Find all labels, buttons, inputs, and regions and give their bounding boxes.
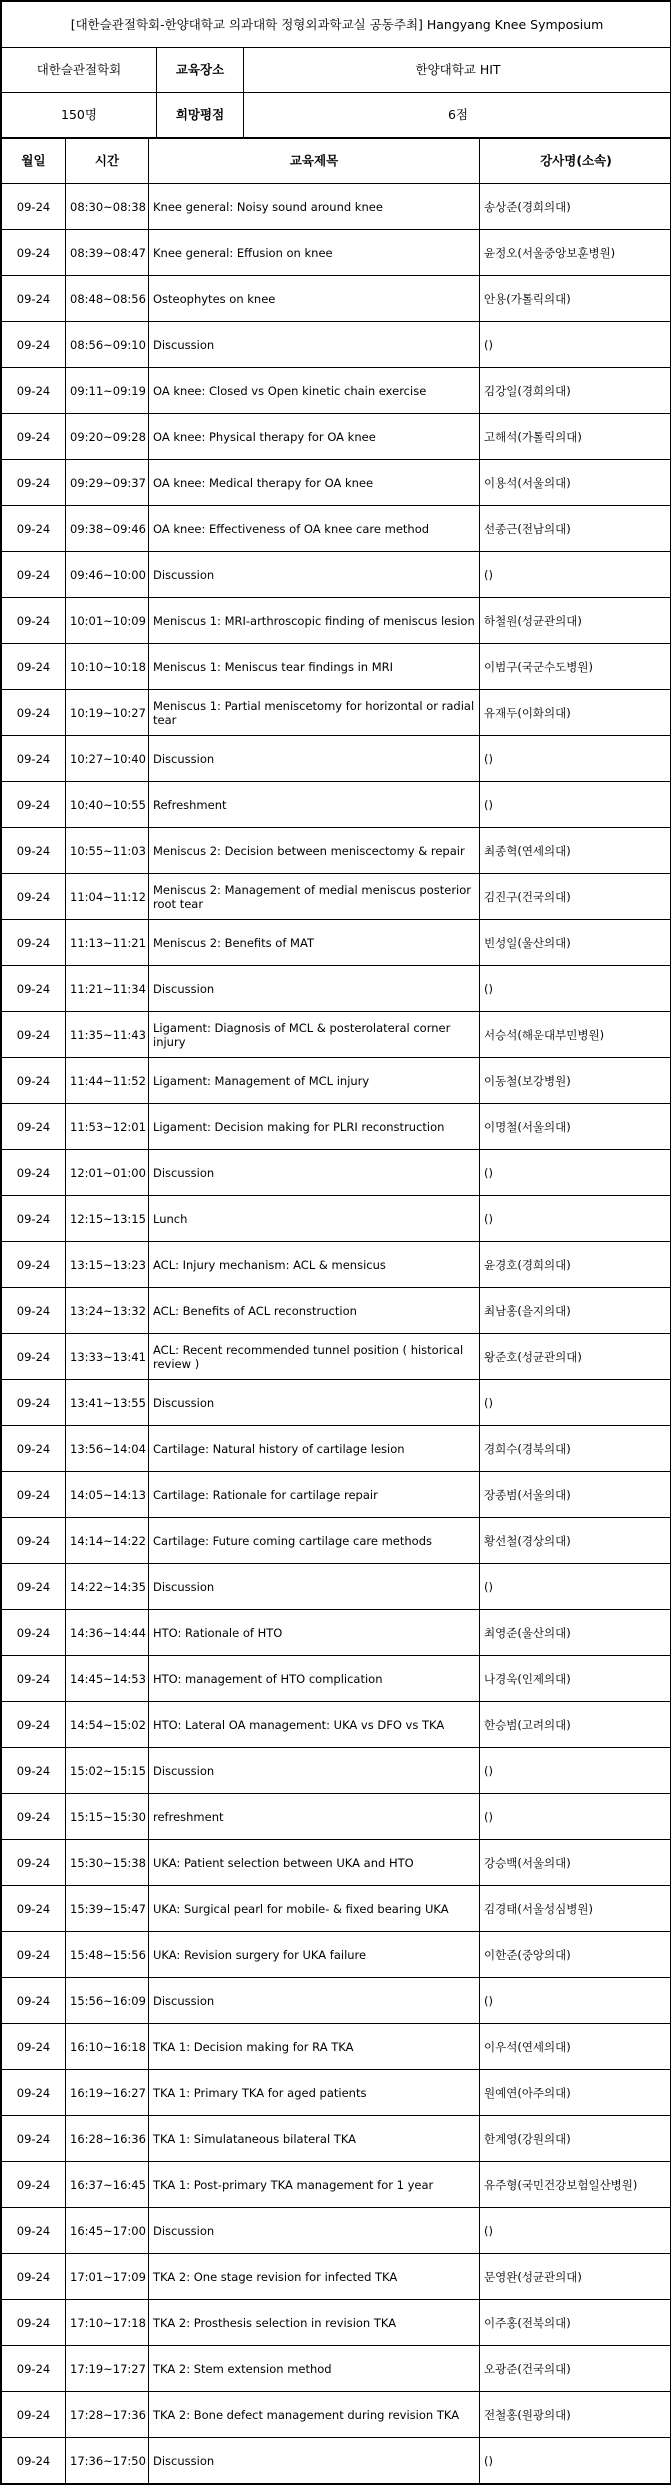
schedule-body (2, 184, 671, 2484)
points-value: 6점 (244, 93, 671, 138)
session-title: Discussion (149, 1978, 480, 2024)
session-date: 09-24 (2, 598, 66, 644)
session-title: HTO: Rationale of HTO (149, 1610, 480, 1656)
table-row (2, 2392, 671, 2438)
header-time: 시간 (66, 139, 149, 184)
session-speaker: 이한준(중앙의대) (480, 1932, 671, 1978)
session-time: 09:20~09:28 (66, 414, 149, 460)
session-title: OA knee: Physical therapy for OA knee (149, 414, 480, 460)
session-speaker: () (480, 1748, 671, 1794)
points-label: 희망평점 (157, 93, 244, 138)
session-time: 14:54~15:02 (66, 1702, 149, 1748)
header-speaker: 강사명(소속) (480, 139, 671, 184)
session-time: 08:39~08:47 (66, 230, 149, 276)
session-time: 09:11~09:19 (66, 368, 149, 414)
session-speaker: () (480, 736, 671, 782)
session-time: 14:36~14:44 (66, 1610, 149, 1656)
table-row (2, 1886, 671, 1932)
session-speaker: 장종범(서울의대) (480, 1472, 671, 1518)
session-date: 09-24 (2, 1196, 66, 1242)
session-title: Discussion (149, 1564, 480, 1610)
table-row (2, 1288, 671, 1334)
session-speaker: 경희수(경북의대) (480, 1426, 671, 1472)
title-row (2, 2, 671, 48)
session-speaker: 이용석(서울의대) (480, 460, 671, 506)
session-speaker: 김강일(경희의대) (480, 368, 671, 414)
session-title: Osteophytes on knee (149, 276, 480, 322)
session-date: 09-24 (2, 1058, 66, 1104)
session-time: 16:45~17:00 (66, 2208, 149, 2254)
session-time: 11:21~11:34 (66, 966, 149, 1012)
session-time: 11:53~12:01 (66, 1104, 149, 1150)
session-date: 09-24 (2, 1380, 66, 1426)
session-date: 09-24 (2, 920, 66, 966)
session-speaker: 빈성일(울산의대) (480, 920, 671, 966)
session-title: Discussion (149, 2208, 480, 2254)
session-date: 09-24 (2, 322, 66, 368)
table-row (2, 552, 671, 598)
session-time: 16:19~16:27 (66, 2070, 149, 2116)
session-date: 09-24 (2, 460, 66, 506)
session-time: 08:48~08:56 (66, 276, 149, 322)
schedule-header-row (2, 139, 671, 184)
table-row (2, 874, 671, 920)
session-time: 10:55~11:03 (66, 828, 149, 874)
session-date: 09-24 (2, 1104, 66, 1150)
table-row (2, 1840, 671, 1886)
session-speaker: () (480, 2438, 671, 2484)
venue-label: 교육장소 (157, 48, 244, 93)
table-row (2, 1564, 671, 1610)
session-time: 10:40~10:55 (66, 782, 149, 828)
session-speaker: 나경욱(인제의대) (480, 1656, 671, 1702)
session-title: TKA 2: Prosthesis selection in revision TKA (149, 2300, 480, 2346)
session-date: 09-24 (2, 1288, 66, 1334)
session-title: Discussion (149, 1380, 480, 1426)
session-date: 09-24 (2, 184, 66, 230)
session-speaker: () (480, 1196, 671, 1242)
session-title: ACL: Benefits of ACL reconstruction (149, 1288, 480, 1334)
session-speaker: 유주형(국민건강보험일산병원) (480, 2162, 671, 2208)
session-title: TKA 1: Post-primary TKA management for 1 year (149, 2162, 480, 2208)
session-time: 10:01~10:09 (66, 598, 149, 644)
session-title: ACL: Injury mechanism: ACL & mensicus (149, 1242, 480, 1288)
session-time: 13:41~13:55 (66, 1380, 149, 1426)
session-speaker: 하철원(성균관의대) (480, 598, 671, 644)
table-row (2, 2162, 671, 2208)
page-title: [대한슬관절학회-한양대학교 의과대학 정형외과학교실 공동주최] Hangyang Knee Symposium (2, 2, 671, 48)
session-title: Knee general: Noisy sound around knee (149, 184, 480, 230)
session-speaker: 최남홍(을지의대) (480, 1288, 671, 1334)
table-row (2, 2438, 671, 2484)
session-speaker: 한계영(강원의대) (480, 2116, 671, 2162)
session-date: 09-24 (2, 2116, 66, 2162)
session-title: Discussion (149, 966, 480, 1012)
table-row (2, 2070, 671, 2116)
session-time: 17:28~17:36 (66, 2392, 149, 2438)
session-title: Discussion (149, 322, 480, 368)
session-date: 09-24 (2, 1610, 66, 1656)
session-title: TKA 2: Bone defect management during revision TKA (149, 2392, 480, 2438)
session-date: 09-24 (2, 1702, 66, 1748)
session-date: 09-24 (2, 1932, 66, 1978)
table-row (2, 782, 671, 828)
session-speaker: 이주홍(전북의대) (480, 2300, 671, 2346)
schedule-table (1, 138, 671, 2484)
table-row (2, 1012, 671, 1058)
session-speaker: 이범구(국군수도병원) (480, 644, 671, 690)
session-date: 09-24 (2, 782, 66, 828)
session-speaker: 유재두(이화의대) (480, 690, 671, 736)
session-date: 09-24 (2, 2346, 66, 2392)
session-title: Meniscus 2: Benefits of MAT (149, 920, 480, 966)
session-time: 17:01~17:09 (66, 2254, 149, 2300)
session-time: 11:04~11:12 (66, 874, 149, 920)
session-speaker: 서승석(해운대부민병원) (480, 1012, 671, 1058)
session-speaker: () (480, 1150, 671, 1196)
table-row (2, 828, 671, 874)
session-title: refreshment (149, 1794, 480, 1840)
session-speaker: 전철홍(원광의대) (480, 2392, 671, 2438)
session-speaker: 강승백(서울의대) (480, 1840, 671, 1886)
session-title: Cartilage: Rationale for cartilage repair (149, 1472, 480, 1518)
table-row (2, 644, 671, 690)
session-speaker: 최영준(울산의대) (480, 1610, 671, 1656)
venue-value: 한양대학교 HIT (244, 48, 671, 93)
session-title: Meniscus 1: Meniscus tear findings in MRI (149, 644, 480, 690)
session-date: 09-24 (2, 736, 66, 782)
table-row (2, 414, 671, 460)
table-row (2, 2254, 671, 2300)
table-row (2, 1150, 671, 1196)
session-speaker: () (480, 322, 671, 368)
session-time: 15:15~15:30 (66, 1794, 149, 1840)
session-time: 14:05~14:13 (66, 1472, 149, 1518)
session-time: 14:22~14:35 (66, 1564, 149, 1610)
table-row (2, 1334, 671, 1380)
session-speaker: 김진구(건국의대) (480, 874, 671, 920)
session-date: 09-24 (2, 1656, 66, 1702)
table-row (2, 368, 671, 414)
session-speaker: 왕준호(성균관의대) (480, 1334, 671, 1380)
session-time: 15:39~15:47 (66, 1886, 149, 1932)
session-title: OA knee: Closed vs Open kinetic chain exercise (149, 368, 480, 414)
session-title: TKA 1: Decision making for RA TKA (149, 2024, 480, 2070)
session-title: UKA: Patient selection between UKA and HTO (149, 1840, 480, 1886)
session-title: Meniscus 1: Partial meniscetomy for horizontal or radial tear (149, 690, 480, 736)
table-row (2, 2300, 671, 2346)
table-row (2, 1104, 671, 1150)
info-row-venue (2, 48, 671, 93)
session-date: 09-24 (2, 1426, 66, 1472)
session-date: 09-24 (2, 2070, 66, 2116)
session-time: 15:56~16:09 (66, 1978, 149, 2024)
session-speaker: 송상준(경희의대) (480, 184, 671, 230)
table-row (2, 460, 671, 506)
table-row (2, 322, 671, 368)
session-title: Knee general: Effusion on knee (149, 230, 480, 276)
session-time: 10:19~10:27 (66, 690, 149, 736)
table-row (2, 598, 671, 644)
session-speaker: () (480, 1380, 671, 1426)
session-title: TKA 1: Simulataneous bilateral TKA (149, 2116, 480, 2162)
session-title: OA knee: Effectiveness of OA knee care method (149, 506, 480, 552)
session-title: Ligament: Management of MCL injury (149, 1058, 480, 1104)
table-row (2, 1932, 671, 1978)
session-title: Ligament: Decision making for PLRI reconstruction (149, 1104, 480, 1150)
session-speaker: () (480, 1794, 671, 1840)
session-time: 17:10~17:18 (66, 2300, 149, 2346)
session-speaker: 한승범(고려의대) (480, 1702, 671, 1748)
session-date: 09-24 (2, 828, 66, 874)
session-time: 10:10~10:18 (66, 644, 149, 690)
session-speaker: 황선철(경상의대) (480, 1518, 671, 1564)
session-title: Lunch (149, 1196, 480, 1242)
session-title: Meniscus 1: MRI-arthroscopic finding of meniscus lesion (149, 598, 480, 644)
table-row (2, 690, 671, 736)
table-row (2, 1748, 671, 1794)
table-row (2, 506, 671, 552)
session-date: 09-24 (2, 2438, 66, 2484)
session-speaker: () (480, 966, 671, 1012)
session-title: TKA 2: Stem extension method (149, 2346, 480, 2392)
session-title: Cartilage: Natural history of cartilage lesion (149, 1426, 480, 1472)
session-date: 09-24 (2, 1978, 66, 2024)
session-date: 09-24 (2, 1150, 66, 1196)
session-title: Meniscus 2: Management of medial meniscus posterior root tear (149, 874, 480, 920)
session-time: 14:14~14:22 (66, 1518, 149, 1564)
session-speaker: 이명철(서울의대) (480, 1104, 671, 1150)
table-row (2, 2024, 671, 2070)
session-time: 15:02~15:15 (66, 1748, 149, 1794)
session-date: 09-24 (2, 2162, 66, 2208)
table-row (2, 230, 671, 276)
session-speaker: () (480, 1978, 671, 2024)
session-speaker: () (480, 2208, 671, 2254)
session-title: UKA: Surgical pearl for mobile- & fixed bearing UKA (149, 1886, 480, 1932)
capacity: 150명 (2, 93, 157, 138)
session-speaker: () (480, 1564, 671, 1610)
session-date: 09-24 (2, 1334, 66, 1380)
session-speaker: () (480, 552, 671, 598)
table-row (2, 966, 671, 1012)
session-title: Discussion (149, 552, 480, 598)
session-title: Discussion (149, 2438, 480, 2484)
session-speaker: 윤정오(서울중앙보훈병원) (480, 230, 671, 276)
session-date: 09-24 (2, 690, 66, 736)
session-time: 12:01~01:00 (66, 1150, 149, 1196)
table-row (2, 2208, 671, 2254)
session-date: 09-24 (2, 2254, 66, 2300)
session-speaker: 이우석(연세의대) (480, 2024, 671, 2070)
session-speaker: 김경태(서울성심병원) (480, 1886, 671, 1932)
session-date: 09-24 (2, 1564, 66, 1610)
table-row (2, 1242, 671, 1288)
session-time: 14:45~14:53 (66, 1656, 149, 1702)
session-speaker: 이동철(보강병원) (480, 1058, 671, 1104)
session-time: 16:10~16:18 (66, 2024, 149, 2070)
session-speaker: 오광준(건국의대) (480, 2346, 671, 2392)
session-date: 09-24 (2, 644, 66, 690)
session-date: 09-24 (2, 1794, 66, 1840)
table-row (2, 1426, 671, 1472)
header-title: 교육제목 (149, 139, 480, 184)
organizer: 대한슬관절학회 (2, 48, 157, 93)
session-title: Discussion (149, 736, 480, 782)
session-date: 09-24 (2, 276, 66, 322)
table-row (2, 920, 671, 966)
session-title: TKA 2: One stage revision for infected TKA (149, 2254, 480, 2300)
session-time: 17:19~17:27 (66, 2346, 149, 2392)
session-speaker: 고해석(가톨릭의대) (480, 414, 671, 460)
session-date: 09-24 (2, 506, 66, 552)
table-row (2, 1702, 671, 1748)
header-date: 월일 (2, 139, 66, 184)
table-row (2, 1978, 671, 2024)
session-title: Discussion (149, 1150, 480, 1196)
table-row (2, 1058, 671, 1104)
session-speaker: 윤경호(경희의대) (480, 1242, 671, 1288)
session-title: HTO: management of HTO complication (149, 1656, 480, 1702)
session-time: 16:28~16:36 (66, 2116, 149, 2162)
session-title: OA knee: Medical therapy for OA knee (149, 460, 480, 506)
session-time: 17:36~17:50 (66, 2438, 149, 2484)
session-date: 09-24 (2, 1518, 66, 1564)
table-row (2, 1610, 671, 1656)
table-row (2, 276, 671, 322)
table-row (2, 2346, 671, 2392)
session-time: 10:27~10:40 (66, 736, 149, 782)
session-time: 13:24~13:32 (66, 1288, 149, 1334)
session-time: 13:56~14:04 (66, 1426, 149, 1472)
session-date: 09-24 (2, 230, 66, 276)
session-title: Meniscus 2: Decision between meniscectomy & repair (149, 828, 480, 874)
session-title: Discussion (149, 1748, 480, 1794)
session-title: Cartilage: Future coming cartilage care methods (149, 1518, 480, 1564)
session-title: HTO: Lateral OA management: UKA vs DFO vs TKA (149, 1702, 480, 1748)
session-speaker: 선종근(전남의대) (480, 506, 671, 552)
session-speaker: () (480, 782, 671, 828)
session-title: TKA 1: Primary TKA for aged patients (149, 2070, 480, 2116)
session-time: 11:35~11:43 (66, 1012, 149, 1058)
session-time: 08:30~08:38 (66, 184, 149, 230)
session-date: 09-24 (2, 2392, 66, 2438)
table-row (2, 2116, 671, 2162)
session-date: 09-24 (2, 1748, 66, 1794)
session-speaker: 안용(가톨릭의대) (480, 276, 671, 322)
session-time: 09:29~09:37 (66, 460, 149, 506)
session-date: 09-24 (2, 2300, 66, 2346)
session-title: Ligament: Diagnosis of MCL & posterolateral corner injury (149, 1012, 480, 1058)
session-date: 09-24 (2, 1840, 66, 1886)
table-row (2, 1518, 671, 1564)
session-title: ACL: Recent recommended tunnel position ( historical review ) (149, 1334, 480, 1380)
table-row (2, 1794, 671, 1840)
session-date: 09-24 (2, 1242, 66, 1288)
session-time: 12:15~13:15 (66, 1196, 149, 1242)
session-time: 15:48~15:56 (66, 1932, 149, 1978)
session-speaker: 최종혁(연세의대) (480, 828, 671, 874)
session-date: 09-24 (2, 368, 66, 414)
session-date: 09-24 (2, 552, 66, 598)
session-date: 09-24 (2, 414, 66, 460)
table-row (2, 1380, 671, 1426)
session-date: 09-24 (2, 874, 66, 920)
session-title: UKA: Revision surgery for UKA failure (149, 1932, 480, 1978)
session-speaker: 원예연(아주의대) (480, 2070, 671, 2116)
session-time: 13:15~13:23 (66, 1242, 149, 1288)
session-time: 09:46~10:00 (66, 552, 149, 598)
info-row-capacity (2, 93, 671, 138)
session-date: 09-24 (2, 2024, 66, 2070)
table-row (2, 736, 671, 782)
session-time: 11:13~11:21 (66, 920, 149, 966)
session-date: 09-24 (2, 966, 66, 1012)
session-time: 09:38~09:46 (66, 506, 149, 552)
table-row (2, 1656, 671, 1702)
session-time: 11:44~11:52 (66, 1058, 149, 1104)
header-table (1, 1, 671, 138)
session-date: 09-24 (2, 1472, 66, 1518)
session-speaker: 문영완(성균관의대) (480, 2254, 671, 2300)
session-date: 09-24 (2, 2208, 66, 2254)
session-time: 13:33~13:41 (66, 1334, 149, 1380)
session-time: 16:37~16:45 (66, 2162, 149, 2208)
session-date: 09-24 (2, 1886, 66, 1932)
table-row (2, 1472, 671, 1518)
session-time: 08:56~09:10 (66, 322, 149, 368)
session-date: 09-24 (2, 1012, 66, 1058)
table-row (2, 184, 671, 230)
session-time: 15:30~15:38 (66, 1840, 149, 1886)
session-title: Refreshment (149, 782, 480, 828)
table-row (2, 1196, 671, 1242)
